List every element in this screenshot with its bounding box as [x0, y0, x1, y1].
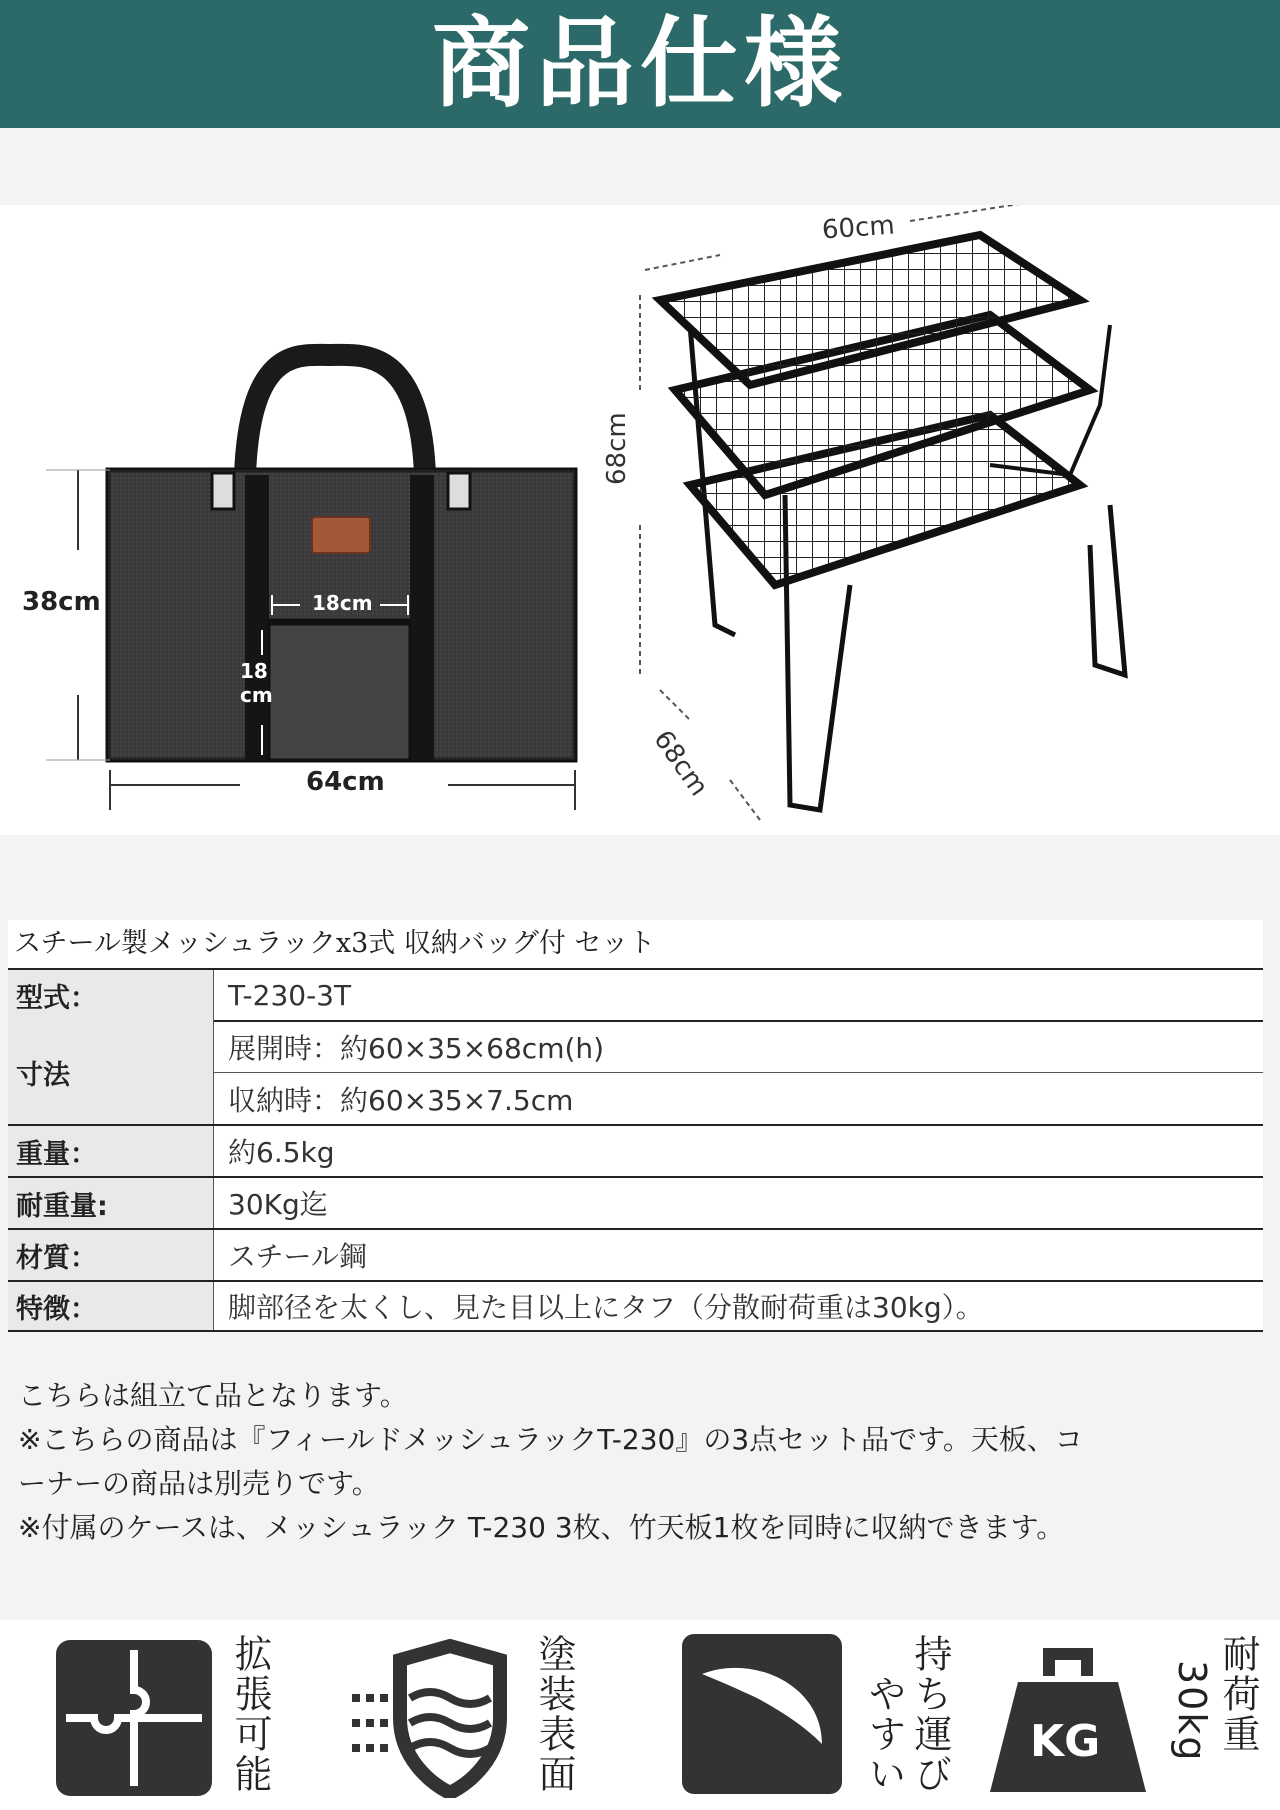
note-line-3: ーナーの商品は別売りです。 [18, 1467, 380, 1500]
note-line-2: ※こちらの商品は『フィールドメッシュラックT-230』の3点セット品です。天板、コ [18, 1423, 1083, 1456]
feature-label-coated: 塗装表面 [532, 1634, 576, 1794]
bag-height-label: 38cm [22, 587, 101, 617]
header-banner [0, 0, 1280, 128]
spec-value-load: 30Kg迄 [214, 1178, 1263, 1228]
storage-bag-image [0, 205, 620, 835]
spec-row-material [8, 1228, 1263, 1280]
mesh-rack-image [620, 205, 1280, 835]
spec-key-feature: 特徴： [8, 1282, 214, 1330]
note-line-1: こちらは組立て品となります。 [18, 1379, 408, 1412]
spec-value-size-folded: 収納時：約60×35×7.5cm [214, 1073, 1263, 1124]
feature-band [0, 1620, 1280, 1810]
rack-width-label: 60cm [821, 210, 896, 246]
feature-label-load-2: 30kg [1170, 1660, 1214, 1763]
weight-icon-text: KG [1030, 1716, 1101, 1767]
spec-value-size-open: 展開時：約60×35×68cm(h) [214, 1022, 1263, 1072]
shield-icon [350, 1638, 510, 1798]
rack-depth-label: 68cm [647, 725, 714, 802]
feature-label-portable-1: 持ち運び [908, 1634, 952, 1794]
spec-row-weight [8, 1124, 1263, 1176]
bag-pocket-width-label: 18cm [312, 591, 373, 615]
spec-key-load: 耐重量: [8, 1178, 214, 1228]
rack-height-label: 68cm [602, 412, 632, 485]
feature-label-load-1: 耐荷重 [1216, 1634, 1260, 1754]
feather-icon [682, 1634, 842, 1794]
page-title: 商品仕様 [431, 7, 848, 121]
spec-key-weight: 重量： [8, 1126, 214, 1176]
spec-row-feature [8, 1280, 1263, 1330]
bag-pocket-height-label-1: 18 [240, 659, 268, 683]
spec-table-border [8, 1330, 1263, 1332]
spec-caption: スチール製メッシュラックx3式 収納バッグ付 セット [8, 920, 1263, 968]
spec-value-model: T-230-3T [214, 970, 1263, 1020]
spec-row-load [8, 1176, 1263, 1228]
spec-key-material: 材質： [8, 1230, 214, 1280]
feature-label-portable-2: やすい [862, 1674, 906, 1794]
product-image-area [0, 205, 1280, 835]
puzzle-icon [56, 1640, 212, 1796]
spec-value-weight: 約6.5kg [214, 1126, 1263, 1176]
bag-width-label: 64cm [306, 767, 385, 797]
spec-key-size: 寸法 [8, 1020, 214, 1124]
bag-pocket-height-label-2: cm [240, 683, 273, 707]
spec-key-model: 型式： [8, 970, 214, 1020]
feature-label-expandable: 拡張可能 [228, 1634, 272, 1794]
spec-value-material: スチール鋼 [214, 1230, 1263, 1280]
spec-row-model [8, 968, 1263, 1020]
spec-value-feature: 脚部径を太くし、見た目以上にタフ（分散耐荷重は30kg）。 [214, 1282, 1263, 1330]
note-line-4: ※付属のケースは、メッシュラック T-230 3枚、竹天板1枚を同時に収納できます。 [18, 1511, 1065, 1544]
